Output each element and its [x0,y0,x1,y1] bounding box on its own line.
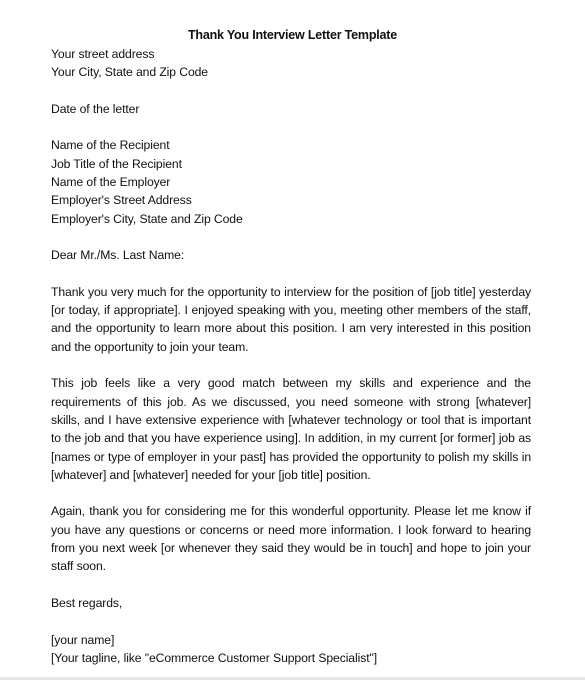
recipient-block [51,136,531,227]
letter-body [51,45,531,667]
document-title: Thank You Interview Letter Template [187,28,398,42]
paragraph-1: Thank you very much for the opportunity to interview for the position of [job title] yesterday [or today, if appropriate]. I enjoyed speaking with you, meeting other members of the staff, and the opportunity to learn more about this position. I am very interested in this position and the opportunity to join your team. [51,284,531,354]
signature-name: [your name] [51,632,115,647]
recipient-name: Name of the Recipient [51,138,170,153]
sender-address [51,45,531,82]
paragraph-3: Again, thank you for considering me for this wonderful opportunity. Please let me know if you have any questions or concerns or need more information. I look forward to hearing from you next week [or whenever they said they would be in touch] and hope to join your staff soon. [51,504,531,574]
salutation-line: Dear Mr./Ms. Last Name: [51,248,185,263]
date-line: Date of the letter [51,101,140,116]
sender-street: Your street address [51,47,155,61]
paragraph-2: This job feels like a very good match between my skills and experience and the requirements of this job. As we discussed, you need someone with strong [whatever] skills, and I have extensive experience with [whatever technology or tool that is important to the job and that you have experience using]. In addition, in my current [or former] job as [names or type of employer in your past] has provided the opportunity to polish my skills in [whatever] and [whatever] needed for your [job title] position. [51,376,531,482]
employer-name: Name of the Employer [51,175,171,190]
closing-line: Best regards, [51,595,123,610]
letter-date [51,100,531,118]
recipient-job-title: Job Title of the Recipient [51,156,182,171]
closing [51,594,531,612]
sender-city: Your City, State and Zip Code [51,65,208,80]
signature-block [51,631,531,668]
signature-tagline: [Your tagline, like "eCommerce Customer Support Specialist"] [51,650,377,665]
employer-city: Employer's City, State and Zip Code [51,211,243,226]
employer-street: Employer's Street Address [51,193,192,208]
salutation [51,246,531,264]
